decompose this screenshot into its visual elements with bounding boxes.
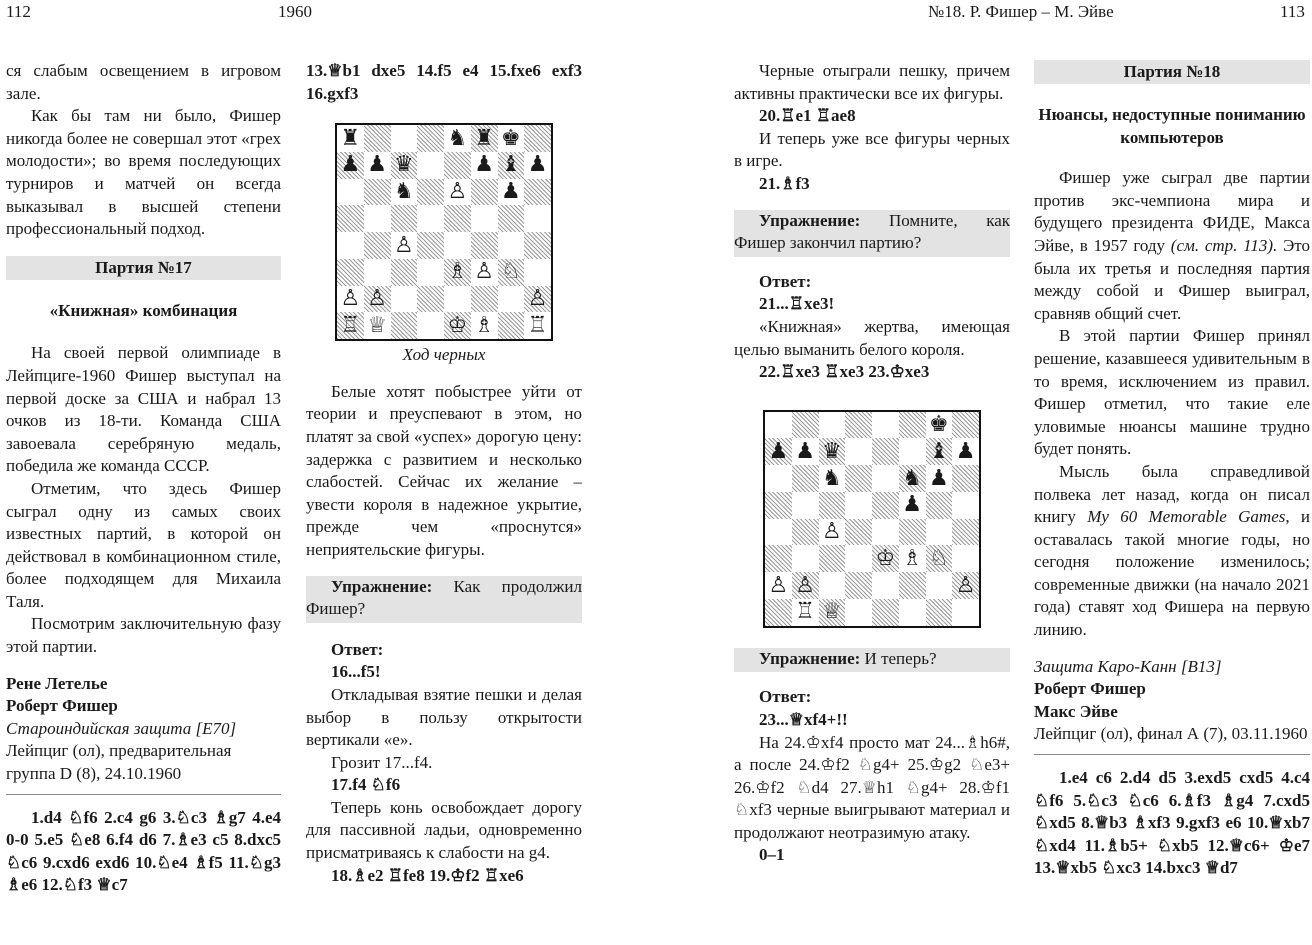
board-square: [364, 205, 391, 232]
chess-piece-icon: ♟: [367, 152, 387, 178]
chess-piece-icon: ♘: [501, 259, 521, 285]
board-square: [845, 412, 872, 439]
chess-piece-icon: ♙: [367, 286, 387, 312]
chess-piece-icon: ♜: [340, 125, 361, 151]
board-square: [872, 412, 899, 439]
game-heading-17: Партия №17: [6, 256, 281, 280]
board-square: [364, 125, 391, 152]
board-square: [391, 286, 418, 313]
column-1: [6, 60, 281, 897]
paragraph: «Книжная» жертва, имеющая целью выманить белого короля.: [734, 316, 1010, 359]
paragraph: Белые хотят побыстрее уйти от теории и преуспевают в этом, но платят за свой «успех» дорогую цену: задержка с развитием и несколько слабостей. Сейчас их желание – увести короля в надежное укрытие, прежде чем «проснутся» неприятельские фигуры.: [306, 381, 582, 559]
board-square: [952, 438, 979, 465]
chess-piece-icon: ♙: [340, 286, 361, 312]
board-square: [899, 519, 926, 546]
chess-piece-icon: ♟: [527, 152, 548, 178]
board-square: [845, 438, 872, 465]
board-square: [765, 545, 792, 572]
chess-piece-icon: ♖: [795, 599, 815, 625]
divider: [6, 794, 281, 795]
board-square: [444, 205, 471, 232]
board-square: [417, 232, 444, 259]
board-square: [417, 152, 444, 179]
chess-piece-icon: ♚: [501, 125, 521, 151]
board-square: [444, 179, 471, 206]
left-page-number: 112: [6, 2, 31, 21]
board-square: [899, 572, 926, 599]
chess-piece-icon: ♝: [501, 152, 521, 178]
board-square: [765, 438, 792, 465]
paragraph: Мысль была справедливой полвека лет назад, когда он писал книгу: [1034, 461, 1310, 527]
board-square: [337, 152, 364, 179]
board-square: [792, 572, 819, 599]
board-square: [792, 599, 819, 626]
chess-piece-icon: ♙: [527, 286, 548, 312]
page-reference: (см. стр. 113).: [1170, 235, 1278, 255]
column-2: [306, 60, 582, 887]
chess-piece-icon: ♙: [768, 572, 789, 598]
chess-piece-icon: ♔: [875, 545, 896, 571]
board-square: [417, 286, 444, 313]
board-square: [391, 259, 418, 286]
answer-label: Ответ:: [759, 271, 812, 291]
board-square: [498, 125, 525, 152]
board-square: [471, 179, 498, 206]
board-square: [872, 599, 899, 626]
board-square: [364, 152, 391, 179]
board-square: [872, 519, 899, 546]
board-square: [337, 259, 364, 286]
paragraph: Теперь конь освобождает дорогу для пассивной ладьи, одновременно присматриваясь к слабости на g4.: [306, 797, 582, 863]
game-moves: 1.d4 ♘f6 2.c4 g6 3.♘c3 ♗g7 4.e4 0-0 5.e5 ♘e8 6.f4 d6 7.♗e3 c5 8.dxc5 ♘c6 9.cxd6 exd6 10.♘e4 ♗f5 11.♘g3 ♗e6 12.♘f3 ♕c7: [6, 807, 281, 895]
paragraph: И теперь уже все фигуры черных в игре.: [734, 128, 1010, 171]
board-square: [899, 465, 926, 492]
board-square: [364, 179, 391, 206]
board-square: [471, 232, 498, 259]
chess-diagram-1: [335, 123, 553, 341]
board-square: [417, 259, 444, 286]
exercise-box: [306, 576, 582, 623]
board-square: [471, 152, 498, 179]
exercise-text: Как продолжил Фишер?: [306, 576, 582, 619]
chess-piece-icon: ♟: [929, 465, 949, 491]
paragraph: Как бы там ни было, Фишер никогда более не совершал этот «грех молодости»; во время последующих турниров и матчей он всегда выказывал в высшей степени профессиональный подход.: [6, 106, 281, 239]
move-line: 13.♕b1 dxe5 14.f5 e4 15.fxe6 exf3 16.gxf3: [306, 61, 582, 103]
board-square: [926, 492, 953, 519]
game-title-17: «Книжная» комбинация: [49, 300, 238, 320]
black-player: Макс Эйве: [1034, 701, 1118, 721]
board-square: [524, 152, 551, 179]
answer-label: Ответ:: [331, 639, 384, 659]
result: 0–1: [759, 845, 785, 865]
chess-piece-icon: ♙: [447, 179, 468, 205]
chess-piece-icon: ♞: [447, 125, 468, 151]
answer-move: 21...♖xe3!: [759, 294, 835, 314]
answer-move: 16...f5!: [331, 662, 381, 682]
white-player: Рене Летелье: [6, 673, 108, 693]
board-square: [819, 492, 846, 519]
chess-piece-icon: ♟: [340, 152, 361, 178]
exercise-box: [734, 648, 1010, 673]
game-title-18: Нюансы, недоступные пониманию компьютеров: [1038, 105, 1306, 147]
game-heading-18: Партия №18: [1034, 60, 1310, 84]
board-square: [364, 312, 391, 339]
board-square: [872, 492, 899, 519]
board-square: [952, 492, 979, 519]
board-square: [872, 438, 899, 465]
board-square: [444, 232, 471, 259]
board-square: [444, 152, 471, 179]
board-square: [926, 599, 953, 626]
board-square: [364, 232, 391, 259]
board-square: [444, 286, 471, 313]
board-square: [498, 259, 525, 286]
board-square: [524, 232, 551, 259]
paragraph: Черные отыграли пешку, причем активны практически все их фигуры.: [734, 61, 1010, 103]
move-line: 21.♗f3: [759, 173, 810, 193]
chess-piece-icon: ♔: [447, 312, 468, 338]
board-square: [391, 205, 418, 232]
chess-piece-icon: ♟: [501, 179, 521, 205]
board-square: [926, 519, 953, 546]
board-square: [819, 599, 846, 626]
paragraph: Откладывая взятие пешки и делая выбор в пользу открытости вертикали «е».: [306, 684, 582, 750]
event-info: Лейпциг (ол), финал А (7), 03.11.1960: [1034, 724, 1308, 744]
chess-piece-icon: ♙: [822, 519, 842, 545]
board-square: [524, 286, 551, 313]
game-moves: 1.e4 c6 2.d4 d5 3.exd5 cxd5 4.c4 ♘f6 5.♘c3 ♘c6 6.♗f3 ♗g4 7.cxd5 ♘xd5 8.♕b3 ♗xf3 9.gxf3 e6 10.♕xb7 ♘xd4 11.♗b5+ ♘xb5 12.♕c6+ ♔e7 13.♕xb5 ♘xc3 14.bxc3 ♕d7: [1034, 768, 1310, 878]
board-square: [498, 312, 525, 339]
board-square: [845, 519, 872, 546]
chess-piece-icon: ♕: [367, 312, 387, 338]
chess-piece-icon: ♖: [527, 312, 548, 338]
board-square: [471, 286, 498, 313]
board-square: [498, 286, 525, 313]
board-square: [471, 312, 498, 339]
board-square: [765, 412, 792, 439]
board-square: [952, 412, 979, 439]
chess-piece-icon: ♖: [340, 312, 361, 338]
board-square: [337, 232, 364, 259]
board-square: [792, 412, 819, 439]
chess-piece-icon: ♙: [955, 572, 976, 598]
board-square: [926, 412, 953, 439]
board-square: [524, 125, 551, 152]
board-square: [417, 125, 444, 152]
board-square: [952, 465, 979, 492]
board-square: [337, 179, 364, 206]
board-square: [524, 312, 551, 339]
board-square: [498, 232, 525, 259]
board-square: [845, 545, 872, 572]
board-square: [524, 259, 551, 286]
board-square: [845, 492, 872, 519]
board-square: [765, 572, 792, 599]
divider: [1034, 754, 1310, 755]
answer-move: 23...♕xf4+!!: [759, 709, 848, 729]
chess-piece-icon: ♗: [902, 545, 922, 571]
chess-piece-icon: ♟: [795, 438, 815, 464]
move-line: 17.f4 ♘f6: [331, 775, 401, 795]
board-square: [819, 519, 846, 546]
chess-piece-icon: ♞: [394, 179, 414, 205]
board-square: [819, 465, 846, 492]
board-square: [765, 599, 792, 626]
board-square: [337, 205, 364, 232]
exercise-box: [734, 210, 1010, 257]
event-info: Лейпциг (ол), предварительная группа D (8), 24.10.1960: [6, 741, 232, 784]
chess-piece-icon: ♗: [447, 259, 468, 285]
board-square: [444, 312, 471, 339]
board-square: [819, 438, 846, 465]
board-square: [391, 125, 418, 152]
board-square: [899, 599, 926, 626]
board-square: [337, 286, 364, 313]
board-square: [952, 519, 979, 546]
chess-piece-icon: ♟: [768, 438, 789, 464]
board-square: [952, 572, 979, 599]
paragraph: Отметим, что здесь Фишер сыграл одну из самых своих известных партий, в которой он действовал в комбинационном стиле, более подходящем для Михаила Таля.: [6, 478, 281, 611]
paragraph: ся слабым освещением в игровом зале.: [6, 61, 281, 103]
paragraph: Грозит 17...f4.: [331, 752, 433, 772]
book-title: My 60 Memorable Games: [1087, 507, 1286, 527]
answer-label: Ответ:: [759, 687, 812, 707]
board-square: [926, 465, 953, 492]
paragraph: Фишер уже сыграл две партии против экс-чемпиона мира и будущего президента ФИДЕ, Макса Эйве, в 1957 году: [1034, 168, 1310, 255]
board-square: [391, 152, 418, 179]
black-player: Роберт Фишер: [6, 696, 118, 716]
chess-piece-icon: ♙: [795, 572, 815, 598]
exercise-label: Упражнение:: [759, 648, 861, 668]
board-square: [765, 519, 792, 546]
paragraph: На 24.♔xf4 просто мат 24...♗h6#, а после 24.♔f2 ♘g4+ 25.♔g2 ♘e3+ 26.♔f2 ♘d4 27.♕h1 ♘g4+ 28.♔f1 ♘xf3 черные выигрывают материал и продолжают неотразимую атаку.: [734, 732, 1010, 842]
board-square: [845, 465, 872, 492]
left-running-title: 1960: [278, 2, 312, 21]
paragraph: Это была их третья и последняя партия между собой и Фишер выиграл, сравняв общий счет.: [1034, 235, 1310, 323]
diagram-caption: Ход черных: [402, 345, 486, 365]
board-square: [417, 312, 444, 339]
chess-piece-icon: ♙: [474, 259, 494, 285]
chess-piece-icon: ♞: [822, 465, 842, 491]
right-page-number: 113: [1280, 2, 1305, 21]
chess-piece-icon: ♙: [394, 232, 414, 258]
board-square: [498, 152, 525, 179]
paragraph: , и оставалась такой многие годы, но сегодня положение изменилось; современные движки (на начало 2021 года) ставят ход Фишера на первую линию.: [1034, 507, 1310, 640]
chess-piece-icon: ♟: [474, 152, 494, 178]
board-square: [872, 572, 899, 599]
column-3: [734, 60, 1010, 867]
paragraph: В этой партии Фишер принял решение, казавшееся удивительным в то время, исключением из правил. Фишер отметил, что такие еле уловимые нюансы машине трудно будет понять.: [1034, 326, 1310, 459]
chess-piece-icon: ♛: [822, 438, 842, 464]
board-square: [792, 545, 819, 572]
chess-piece-icon: ♜: [474, 125, 494, 151]
board-square: [337, 125, 364, 152]
board-square: [471, 259, 498, 286]
board-square: [444, 259, 471, 286]
right-running-title: №18. Р. Фишер – М. Эйве: [928, 2, 1114, 21]
board-square: [765, 492, 792, 519]
exercise-text: Помните, как Фишер закончил партию?: [734, 210, 1011, 253]
opening-name: Защита Каро-Канн [B13]: [1034, 656, 1222, 676]
chess-piece-icon: ♞: [902, 465, 922, 491]
chess-piece-icon: ♝: [929, 438, 949, 464]
board-square: [444, 125, 471, 152]
paragraph: На своей первой олимпиаде в Лейпциге-1960 Фишер выступал на первой доске за США и набрал 13 очков из 18-ти. Команда США завоевала серебряную медаль, победила же команда СССР.: [6, 343, 281, 476]
white-player: Роберт Фишер: [1034, 679, 1146, 699]
opening-name: Староиндийская защита [E70]: [6, 718, 237, 738]
board-square: [899, 545, 926, 572]
board-square: [926, 572, 953, 599]
board-square: [471, 205, 498, 232]
board-square: [819, 545, 846, 572]
move-line: 22.♖xe3 ♖xe3 23.♔xe3: [759, 362, 930, 382]
board-square: [845, 572, 872, 599]
board-square: [872, 465, 899, 492]
chess-piece-icon: ♟: [902, 492, 922, 518]
board-square: [872, 545, 899, 572]
board-square: [391, 312, 418, 339]
board-square: [391, 232, 418, 259]
board-square: [471, 125, 498, 152]
chess-piece-icon: ♕: [822, 599, 842, 625]
board-square: [952, 599, 979, 626]
board-square: [524, 205, 551, 232]
chess-piece-icon: ♛: [394, 152, 414, 178]
column-4: [1034, 60, 1310, 880]
paragraph: Посмотрим заключительную фазу этой партии.: [6, 614, 281, 657]
board-square: [792, 438, 819, 465]
board-square: [337, 312, 364, 339]
board-square: [952, 545, 979, 572]
board-square: [498, 179, 525, 206]
exercise-label: Упражнение:: [331, 576, 433, 596]
chess-piece-icon: ♗: [474, 312, 494, 338]
chess-piece-icon: ♘: [929, 545, 949, 571]
board-square: [391, 179, 418, 206]
board-square: [417, 205, 444, 232]
board-square: [792, 492, 819, 519]
move-line: 20.♖e1 ♖ae8: [759, 106, 856, 126]
exercise-label: Упражнение:: [759, 210, 861, 230]
board-square: [819, 572, 846, 599]
chess-piece-icon: ♟: [955, 438, 976, 464]
board-square: [498, 205, 525, 232]
move-line: 18.♗e2 ♖fe8 19.♔f2 ♖xe6: [331, 865, 524, 885]
board-square: [364, 259, 391, 286]
board-square: [792, 465, 819, 492]
chess-diagram-2: [763, 410, 981, 628]
board-square: [845, 599, 872, 626]
board-square: [792, 519, 819, 546]
chess-piece-icon: ♚: [929, 412, 949, 438]
board-square: [364, 286, 391, 313]
board-square: [899, 492, 926, 519]
board-square: [899, 438, 926, 465]
board-square: [765, 465, 792, 492]
board-square: [417, 179, 444, 206]
exercise-text: И теперь?: [864, 648, 937, 668]
board-square: [524, 179, 551, 206]
board-square: [926, 438, 953, 465]
board-square: [899, 412, 926, 439]
board-square: [926, 545, 953, 572]
board-square: [819, 412, 846, 439]
